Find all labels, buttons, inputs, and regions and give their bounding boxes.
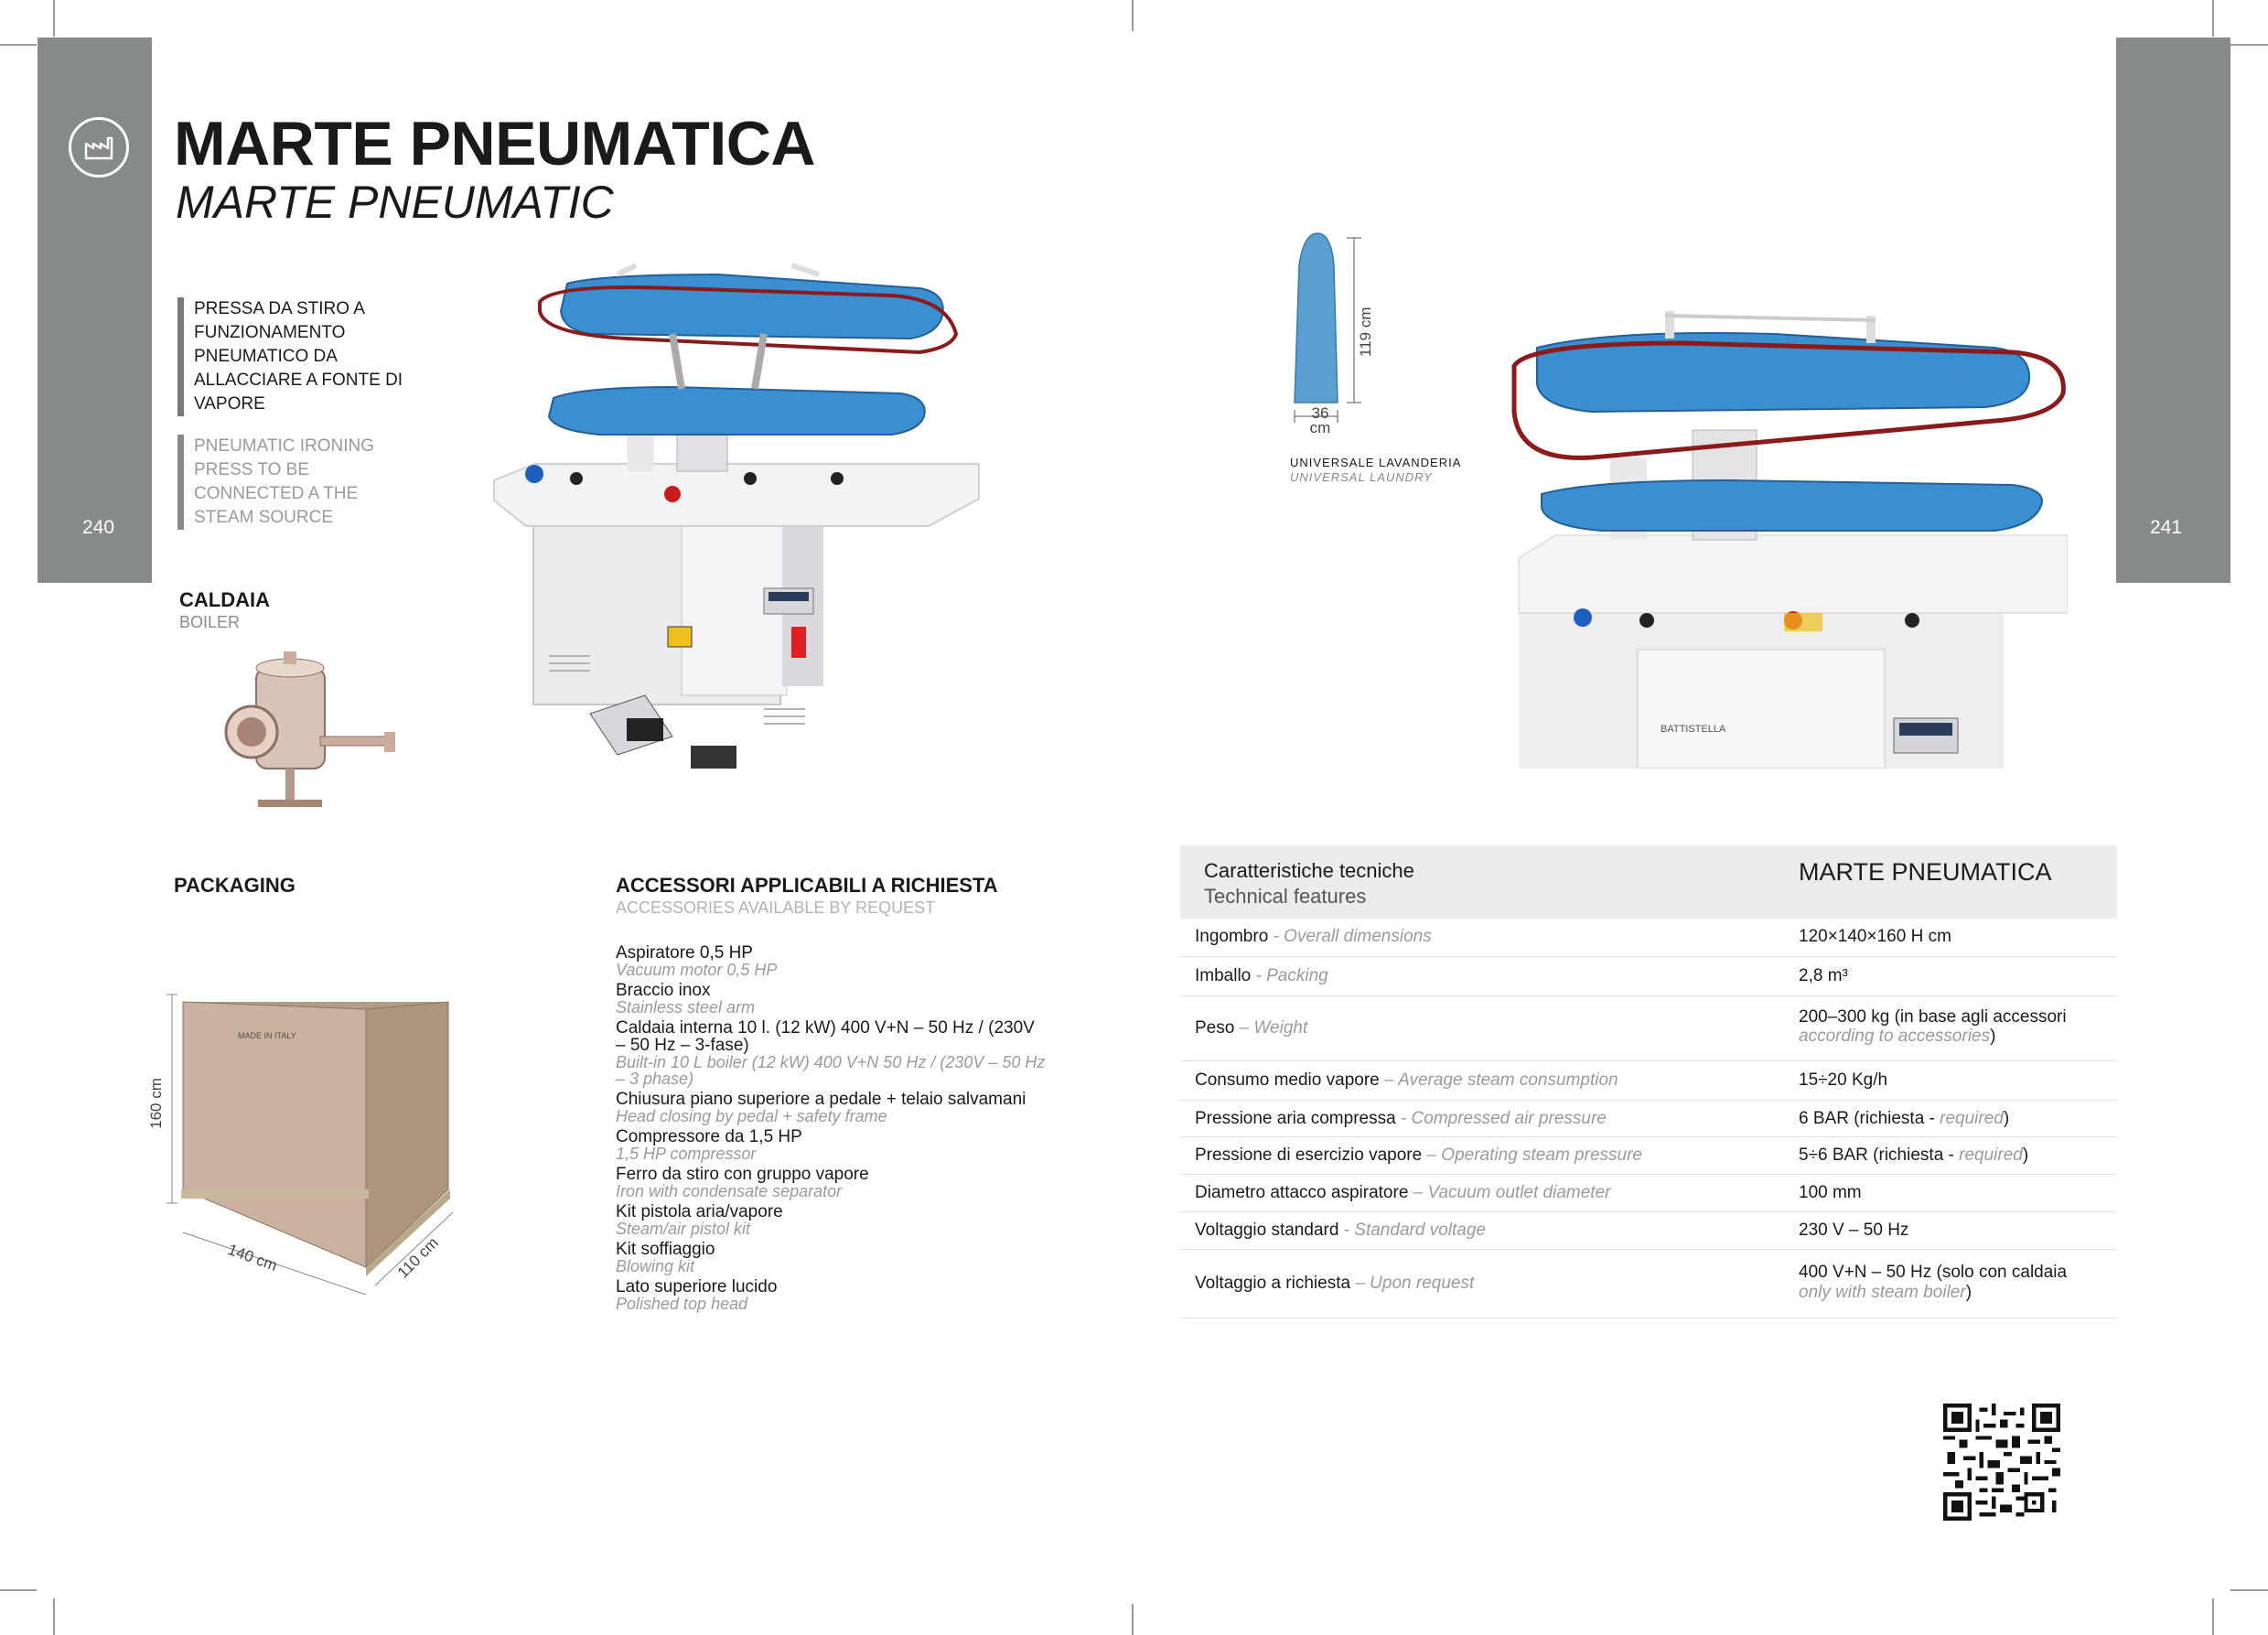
spec-key-en: – Operating steam pressure — [1422, 1146, 1642, 1165]
spec-header-en: Technical features — [1204, 885, 1367, 908]
ironing-press-closeup-image — [1500, 302, 2068, 769]
spec-value-en: required — [1940, 1109, 2004, 1128]
spec-row — [1180, 1061, 2117, 1101]
accessory-it: Chiusura piano superiore a pedale + telaio salvamani — [616, 1090, 1027, 1109]
spec-key-en: – Vacuum outlet diameter — [1408, 1183, 1611, 1202]
accessory-it: Braccio inox — [616, 981, 711, 1000]
spec-row — [1180, 957, 2117, 996]
spec-value-en: according to accessories — [1799, 1027, 1991, 1046]
spec-key: Consumo medio vapore — [1195, 1070, 1380, 1090]
machine-brand-text: BATTISTELLA — [1661, 724, 1726, 735]
accessory-en: Steam/air pistol kit — [616, 1220, 751, 1238]
accessory-it: Ferro da stiro con gruppo vapore — [616, 1165, 869, 1184]
spec-key: Pressione aria compressa — [1195, 1109, 1396, 1128]
accessory-en: Head closing by pedal + safety frame — [616, 1107, 887, 1125]
spec-header-label — [1204, 858, 1414, 909]
accessory-item — [616, 1091, 1091, 1124]
spec-row — [1180, 919, 2117, 957]
spec-value-tail: ) — [1965, 1283, 1972, 1302]
accessory-it: Lato superiore lucido — [616, 1277, 778, 1296]
packaging-heading: PACKAGING — [174, 874, 296, 897]
accessory-it: Kit pistola aria/vapore — [616, 1202, 783, 1221]
spec-header-it: Caratteristiche tecniche — [1204, 859, 1414, 882]
buck-label-it: UNIVERSALE LAVANDERIA — [1290, 456, 1462, 469]
boiler-image — [220, 650, 403, 814]
description-en-text: PNEUMATIC IRONING PRESS TO BE CONNECTED A THE STEAM SOURCE — [194, 436, 375, 527]
boiler-heading: CALDAIA — [179, 588, 270, 611]
spec-value: 6 BAR (richiesta - — [1799, 1109, 1940, 1128]
description-it-text: PRESSA DA STIRO A FUNZIONAMENTO PNEUMATICO DA ALLACCIARE A FONTE DI VAPORE — [194, 299, 403, 414]
spec-key: Voltaggio a richiesta — [1195, 1274, 1351, 1293]
accessory-item — [616, 982, 1091, 1016]
ironing-press-image — [489, 261, 984, 773]
spec-key-en: - Compressed air pressure — [1395, 1109, 1607, 1128]
spec-value: 5÷6 BAR (richiesta - — [1799, 1146, 1960, 1165]
accessory-item — [616, 1166, 1091, 1199]
qr-code[interactable] — [1943, 1404, 2060, 1521]
spec-value: 120×140×160 H cm — [1799, 927, 1951, 946]
page-title: MARTE PNEUMATICA — [174, 109, 815, 178]
accessory-en: 1,5 HP compressor — [616, 1145, 757, 1163]
buck-label-en: UNIVERSAL LAUNDRY — [1290, 470, 1433, 484]
packaging-height-label: 160 cm — [146, 1078, 165, 1129]
packaging-width-label: 140 cm — [225, 1241, 280, 1275]
accessory-item — [616, 1019, 1091, 1087]
spec-table-header — [1180, 845, 2117, 919]
box-made-in-text: MADE IN ITALY — [238, 1031, 296, 1040]
spec-row — [1180, 996, 2117, 1061]
accessory-en: Iron with condensate separator — [616, 1182, 843, 1200]
spec-key: Voltaggio standard — [1195, 1221, 1339, 1240]
buck-width-label: 36 cm — [1309, 404, 1331, 436]
spec-value: 230 V – 50 Hz — [1799, 1221, 1909, 1240]
page-number-right: 241 — [2150, 517, 2183, 538]
accessories-list — [616, 944, 1091, 1316]
accessory-it: Aspiratore 0,5 HP — [616, 943, 753, 963]
spec-value-tail: ) — [1990, 1027, 1996, 1046]
accessory-en: Vacuum motor 0,5 HP — [616, 961, 778, 979]
spec-value: 400 V+N – 50 Hz (solo con caldaia — [1799, 1263, 2068, 1282]
spec-key-en: – Upon request — [1350, 1274, 1475, 1293]
spec-key: Diametro attacco aspiratore — [1195, 1183, 1409, 1202]
spec-value: 200–300 kg (in base agli accessori — [1799, 1007, 2067, 1027]
right-sidebar — [2116, 38, 2230, 583]
spec-value: 15÷20 Kg/h — [1799, 1070, 1888, 1090]
spec-value-tail: ) — [2003, 1109, 2010, 1128]
packaging-depth-label: 110 cm — [393, 1233, 442, 1282]
spec-row — [1180, 1101, 2117, 1137]
accessory-it: Compressore da 1,5 HP — [616, 1127, 802, 1146]
spec-value: 2,8 m³ — [1799, 966, 1848, 985]
accessory-it: Kit soffiaggio — [616, 1240, 715, 1259]
buck-length-label: 119 cm — [1357, 307, 1374, 357]
spec-key: Peso — [1195, 1018, 1235, 1038]
page-subtitle: MARTE PNEUMATIC — [176, 177, 614, 228]
factory-icon — [69, 117, 129, 177]
spec-key-en: – Average steam consumption — [1379, 1070, 1618, 1090]
spec-table — [1180, 845, 2117, 1318]
accessory-en: Blowing kit — [616, 1257, 695, 1275]
spec-key-en: - Standard voltage — [1338, 1221, 1486, 1240]
spec-row — [1180, 1212, 2117, 1250]
accessory-item — [616, 1203, 1091, 1237]
spec-header-model: MARTE PNEUMATICA — [1799, 858, 2052, 886]
accessory-item — [616, 944, 1091, 978]
packaging-box-image — [156, 993, 457, 1295]
spec-key-en: – Weight — [1234, 1018, 1308, 1038]
accessory-en: Built-in 10 L boiler (12 kW) 400 V+N 50 Hz / (230V – 50 Hz – 3 phase) — [616, 1053, 1046, 1088]
spec-row — [1180, 1175, 2117, 1212]
spec-value: 100 mm — [1799, 1183, 1862, 1202]
spec-key-en: - Packing — [1251, 966, 1328, 985]
spec-key: Imballo — [1195, 966, 1252, 985]
spec-key: Pressione di esercizio vapore — [1195, 1146, 1423, 1165]
boiler-subheading: BOILER — [179, 613, 241, 631]
spec-key-en: - Overall dimensions — [1268, 927, 1432, 946]
spec-row — [1180, 1250, 2117, 1318]
spec-value-en: required — [1959, 1146, 2023, 1165]
accessory-item — [616, 1128, 1091, 1162]
accessory-en: Polished top head — [616, 1295, 748, 1313]
spec-value-en: only with steam boiler — [1799, 1283, 1966, 1302]
description-en — [177, 435, 414, 530]
accessory-item — [616, 1278, 1091, 1312]
spec-key: Ingombro — [1195, 927, 1269, 946]
page-number-left: 240 — [82, 517, 115, 538]
spec-row — [1180, 1137, 2117, 1175]
accessory-it: Caldaia interna 10 l. (12 kW) 400 V+N – 50 Hz / (230V – 50 Hz – 3-fase) — [616, 1018, 1035, 1055]
accessory-item — [616, 1241, 1091, 1275]
accessories-heading: ACCESSORI APPLICABILI A RICHIESTA — [616, 874, 998, 897]
spec-value-tail: ) — [2022, 1146, 2029, 1165]
description-it — [177, 297, 404, 416]
accessories-subheading: ACCESSORIES AVAILABLE BY REQUEST — [616, 898, 936, 917]
accessory-en: Stainless steel arm — [616, 998, 756, 1016]
